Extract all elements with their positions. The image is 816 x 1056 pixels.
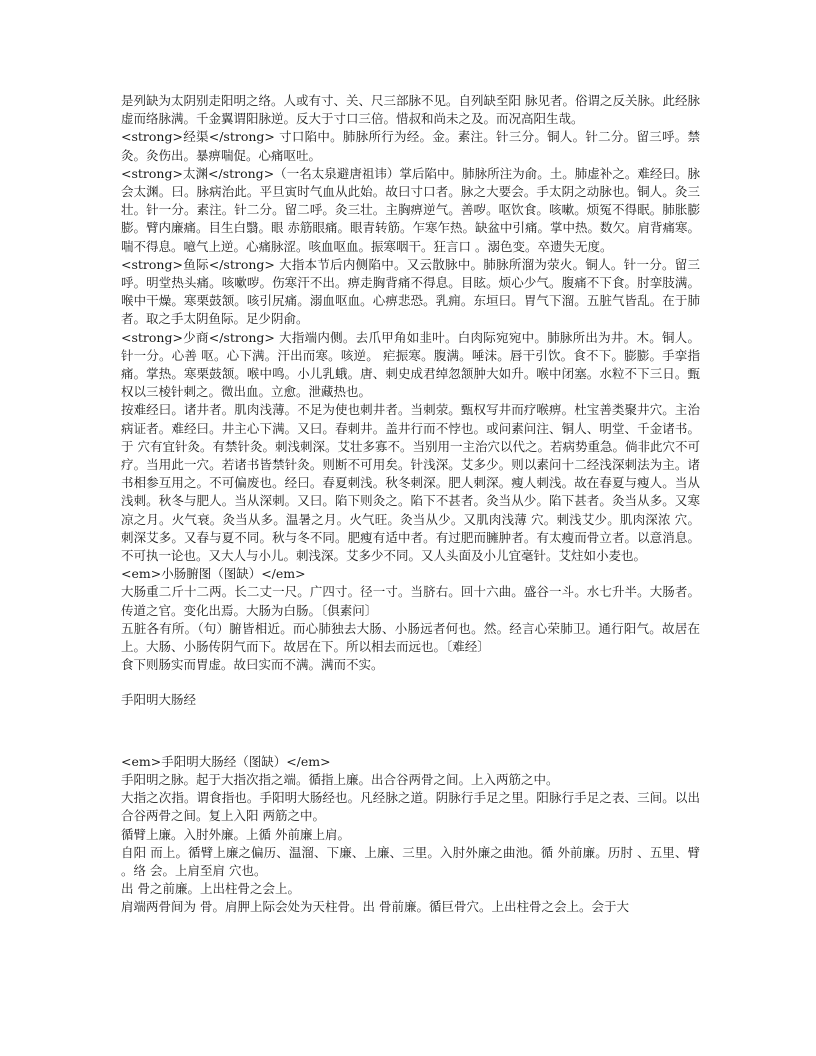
paragraph: <strong>经渠</strong> 寸口陷中。肺脉所行为经。金。素注。针三分。铜人。针二分。留三呼。禁灸。灸伤出。暴痹喘促。心痛呕吐。	[121, 129, 700, 163]
text-block-1	[121, 92, 700, 675]
paragraph: 肩端两骨间为 骨。肩胛上际会处为天柱骨。出 骨前廉。循巨骨穴。上出柱骨之会上。会于大	[121, 899, 629, 915]
figure-caption: <em>小肠腑图（图缺）</em>	[121, 566, 306, 582]
paragraph: <strong>太渊</strong>（一名太泉避唐祖讳）掌后陷中。肺脉所注为俞。土。肺虚补之。难经曰。脉会太渊。曰。脉病治此。平旦寅时气血从此始。故曰寸口者。脉之大要会。手太阴之动脉也。铜人。灸三壮。针一分。素注。针二分。留二呼。灸三壮。主胸痹逆气。善哕。呕饮食。咳嗽。烦冤不得眠。肺胀膨膨。臂内廉痛。目生白翳。眼 赤筋眼痛。眼青转筋。乍寒乍热。缺盆中引痛。掌中热。数欠。肩背痛寒。喘不得息。噫气上逆。心痛脉涩。咳血呕血。振寒咽干。狂言口 。溺色变。卒遗失无度。	[121, 165, 700, 254]
text-block-2	[121, 753, 700, 917]
paragraph: 自阳 而上。循臂上廉之偏历、温溜、下廉、上廉、三里。入肘外廉之曲池。循 外前廉。历肘 、五里、臂 。络 会。上肩至肩 穴也。	[121, 844, 700, 878]
spacer	[121, 709, 700, 753]
spacer	[121, 675, 700, 691]
paragraph: 出 骨之前廉。上出柱骨之会上。	[121, 881, 300, 897]
paragraph: 是列缺为太阴别走阳明之络。人或有寸、关、尺三部脉不见。自列缺至阳 脉见者。俗谓之反关脉。此经脉虚而络脉满。千金翼谓阳脉逆。反大于寸口三倍。惜叔和尚未之及。而况高阳生哉。	[121, 93, 700, 127]
section-heading: 手阳明大肠经	[121, 691, 197, 707]
paragraph: 循臂上廉。入肘外廉。上循 外前廉上肩。	[121, 826, 350, 842]
paragraph: 五脏各有所。（句）腑皆相近。而心肺独去大肠、小肠远者何也。然。经言心荣肺卫。通行阳气。故居在上。大肠、小肠传阴气而下。故居在下。所以相去而远也。〔难经〕	[121, 620, 700, 655]
figure-caption: <em>手阳明大肠经（图缺）</em>	[121, 753, 331, 769]
paragraph: 大指之次指。谓食指也。手阳明大肠经也。凡经脉之道。阴脉行手足之里。阳脉行手足之表、三间。以出合谷两骨之间。复上入阳 两筋之中。	[121, 790, 700, 824]
paragraph: <strong>鱼际</strong> 大指本节后内侧陷中。又云散脉中。肺脉所溜为荥火。铜人。针一分。留三呼。明堂热头痛。咳嗽哕。伤寒汗不出。痹走胸背痛不得息。目眩。烦心少气。腹痛不下食。肘挛肢满。喉中干燥。寒栗鼓颔。咳引尻痛。溺血呕血。心痹悲恐。乳痈。东垣曰。胃气下溜。五脏气皆乱。在于肺者。取之手太阴鱼际。足少阴俞。	[121, 256, 700, 327]
paragraph: 手阳明之脉。起于大指次指之端。循指上廉。出合谷两骨之间。上入两筋之中。	[121, 771, 559, 787]
paragraph: 大肠重二斤十二两。长二丈一尺。广四寸。径一寸。当脐右。回十六曲。盛谷一斗。水七升半。大肠者。传道之官。变化出焉。大肠为白肠。〔俱素问〕	[121, 584, 700, 618]
paragraph: 食下则肠实而胃虚。故曰实而不满。满而不实。	[121, 657, 384, 673]
paragraph: 按难经曰。诸井者。肌肉浅薄。不足为使也刺井者。当刺荥。甄权写井而疗喉痹。杜宝善类聚井穴。主治病证者。难经曰。井主心下满。又曰。春刺井。盖井行而不悖也。或问素问注、铜人、明堂、千金诸书。于 穴有宜针灸。有禁针灸。刺浅刺深。艾壮多寡不。当别用一主治穴以代之。若病势重急。倘非此穴不可疗。当用此一穴。若诸书皆禁针灸。则断不可用矣。针浅深。艾多少。则以素问十二经浅深刺法为主。诸书相参互用之。不可偏废也。经曰。春夏刺浅。秋冬刺深。肥人刺深。瘦人刺浅。故在春夏与瘦人。当从浅刺。秋冬与肥人。当从深刺。又曰。陷下则灸之。陷下不甚者。灸当从少。陷下甚者。灸当从多。又寒凉之月。火气衰。灸当从多。温暑之月。火气旺。灸当从少。又肌肉浅薄 穴。刺浅艾少。肌肉深浓 穴。刺深艾多。又春与夏不同。秋与冬不同。肥瘦有适中者。有过肥而臃肿者。有太瘦而骨立者。以意消息。不可执一论也。又大人与小儿。刺浅深。艾多少不同。又人头面及小儿宜毫针。艾炷如小麦也。	[121, 402, 700, 564]
paragraph: <strong>少商</strong> 大指端内侧。去爪甲角如韭叶。白肉际宛宛中。肺脉所出为井。木。铜人。针一分。心善 呕。心下满。汗出而寒。咳逆。 疟振寒。腹满。唾沫。唇干引饮。食不下。膨膨。手挛指痛。掌热。寒栗鼓颔。喉中鸣。小儿乳蛾。唐、刺史成君绰忽颔肿大如升。喉中闭塞。水粒不下三日。甄权以三棱针刺之。微出血。立愈。泄藏热也。	[121, 329, 700, 400]
